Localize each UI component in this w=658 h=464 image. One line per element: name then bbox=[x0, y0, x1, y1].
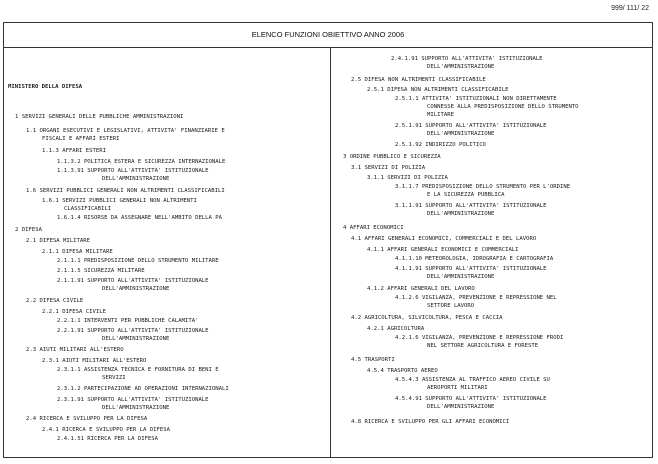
section-line: DELL'AMMINISTRAZIONE bbox=[102, 286, 170, 292]
section-line: 2.5.1.91 SUPPORTO ALL'ATTIVITA' ISTITUZIONALE bbox=[395, 123, 547, 129]
section-line: AEROPORTI MILITARI bbox=[427, 385, 488, 391]
section-line: 2.5.1.1 ATTIVITA' ISTITUZIONALI NON DIRETTAMENTE bbox=[395, 96, 557, 102]
section-line: 2.3 AIUTI MILITARI ALL'ESTERO bbox=[26, 347, 124, 353]
section-line: E LA SICUREZZA PUBBLICA bbox=[427, 192, 505, 198]
section-line: 3.1.1.91 SUPPORTO ALL'ATTIVITA' ISTITUZIONALE bbox=[395, 203, 547, 209]
section-line: 4.5.4.3 ASSISTENZA AL TRAFFICO AEREO CIVILE SU bbox=[395, 377, 550, 383]
section-line: SERVIZI bbox=[102, 375, 126, 381]
section-line: 2.2.1.91 SUPPORTO ALL'ATTIVITA' ISTITUZIONALE bbox=[57, 328, 209, 334]
page-number: 999/ 111/ 22 bbox=[611, 5, 649, 12]
section-line: 2.4.1.91 SUPPORTO ALL'ATTIVITA' ISTITUZIONALE bbox=[391, 56, 543, 62]
section-line: DELL'AMMINISTRAZIONE bbox=[427, 131, 495, 137]
section-line: NEL SETTORE AGRICOLTURA E FORESTE bbox=[427, 343, 539, 349]
section-line: 4 AFFARI ECONOMICI bbox=[343, 225, 404, 231]
section-line: 2.1.1 DIFESA MILITARE bbox=[42, 249, 113, 255]
section-line: 1.1.3.91 SUPPORTO ALL'ATTIVITA' ISTITUZIONALE bbox=[57, 168, 209, 174]
section-line: 1.6.1 SERVIZI PUBBLICI GENERALI NON ALTRIMENTI bbox=[42, 198, 197, 204]
section-line: 2.4.1.51 RICERCA PER LA DIFESA bbox=[57, 436, 159, 442]
section-line: 2.1.1.5 SICUREZZA MILITARE bbox=[57, 268, 145, 274]
section-line: 1.6.1.4 RISORSE DA ASSEGNARE NELL'AMBITO DELLA PA bbox=[57, 215, 223, 221]
section-line: 1.1.3.2 POLITICA ESTERA E SICUREZZA INTERNAZIONALE bbox=[57, 159, 226, 165]
section-line: 2 DIFESA bbox=[15, 227, 42, 233]
section-line: DELL'AMMINISTRAZIONE bbox=[427, 274, 495, 280]
section-line: 4.1.1 AFFARI GENERALI ECONOMICI E COMMERCIALI bbox=[367, 247, 519, 253]
document-title: ELENCO FUNZIONI OBIETTIVO ANNO 2006 bbox=[251, 30, 405, 39]
section-line: 4.1.1.10 METEOROLOGIA, IDROGRAFIA E CARTOGRAFIA bbox=[395, 256, 554, 262]
section-line: 3.1 SERVIZI DI POLIZIA bbox=[351, 165, 426, 171]
section-line: 4.1.2.6 VIGILANZA, PREVENZIONE E REPRESSIONE NEL bbox=[395, 295, 557, 301]
section-line: 3.1.1.7 PREDISPOSIZIONE DELLO STRUMENTO PER L'ORDINE bbox=[395, 184, 571, 190]
section-line: 4.1 AFFARI GENERALI ECONOMICI, COMMERCIALI E DEL LAVORO bbox=[351, 236, 537, 242]
section-line: FISCALI E AFFARI ESTERI bbox=[42, 136, 120, 142]
section-line: 4.2.1.6 VIGILANZA, PREVENZIONE E REPRESSIONE FRODI bbox=[395, 335, 564, 341]
section-line: 2.3.1.2 PARTECIPAZIONE AD OPERAZIONI INTERNAZIONALI bbox=[57, 386, 229, 392]
section-line: DELL'AMMINISTRAZIONE bbox=[427, 211, 495, 217]
section-line: 4.2.1 AGRICOLTURA bbox=[367, 326, 425, 332]
section-line: 4.5.4.91 SUPPORTO ALL'ATTIVITA' ISTITUZIONALE bbox=[395, 396, 547, 402]
section-line: 2.1 DIFESA MILITARE bbox=[26, 238, 90, 244]
section-line: 4.5.4 TRASPORTO AEREO bbox=[367, 368, 438, 374]
document-frame bbox=[3, 22, 653, 458]
section-line: DELL'AMMINISTRAZIONE bbox=[102, 176, 170, 182]
section-line: 2.5 DIFESA NON ALTRIMENTI CLASSIFICABILE bbox=[351, 77, 486, 83]
section-line: 2.5.1 DIFESA NON ALTRIMENTI CLASSIFICABILE bbox=[367, 87, 509, 93]
section-line: 1.1.3 AFFARI ESTERI bbox=[42, 148, 106, 154]
section-line: 4.1.2 AFFARI GENERALI DEL LAVORO bbox=[367, 286, 475, 292]
section-line: SETTORE LAVORO bbox=[427, 303, 475, 309]
section-line: DELL'AMMINISTRAZIONE bbox=[427, 64, 495, 70]
section-line: 2.2.1.1 INTERVENTI PER PUBBLICHE CALAMITA' bbox=[57, 318, 199, 324]
section-line: 4.8 RICERCA E SVILUPPO PER GLI AFFARI ECONOMICI bbox=[351, 419, 510, 425]
section-line: 2.2.1 DIFESA CIVILE bbox=[42, 309, 106, 315]
section-line: 1.6 SERVIZI PUBBLICI GENERALI NON ALTRIMENTI CLASSIFICABILI bbox=[26, 188, 225, 194]
section-line: 3.1.1 SERVIZI DI POLIZIA bbox=[367, 175, 448, 181]
section-line: 4.2 AGRICOLTURA, SILVICOLTURA, PESCA E CACCIA bbox=[351, 315, 503, 321]
section-line: 2.5.1.92 INDIRIZZO POLITICO bbox=[395, 142, 486, 148]
section-line: 2.2 DIFESA CIVILE bbox=[26, 298, 84, 304]
section-line: DELL'AMMINISTRAZIONE bbox=[102, 336, 170, 342]
section-line: MILITARE bbox=[427, 112, 454, 118]
section-line: 2.1.1.91 SUPPORTO ALL'ATTIVITA' ISTITUZIONALE bbox=[57, 278, 209, 284]
section-line: DELL'AMMINISTRAZIONE bbox=[427, 404, 495, 410]
section-line: DELL'AMMINISTRAZIONE bbox=[102, 405, 170, 411]
section-line: 4.1.1.91 SUPPORTO ALL'ATTIVITA' ISTITUZIONALE bbox=[395, 266, 547, 272]
section-line: 3 ORDINE PUBBLICO E SICUREZZA bbox=[343, 154, 441, 160]
section-line: 2.3.1.1 ASSISTENZA TECNICA E FORNITURA DI BENI E bbox=[57, 367, 219, 373]
section-line: CLASSIFICABILI bbox=[64, 206, 112, 212]
section-line: 2.4 RICERCA E SVILUPPO PER LA DIFESA bbox=[26, 416, 148, 422]
column-divider bbox=[330, 48, 331, 458]
section-line: 2.4.1 RICERCA E SVILUPPO PER LA DIFESA bbox=[42, 427, 170, 433]
section-line: 4.5 TRASPORTI bbox=[351, 357, 395, 363]
title-bar bbox=[4, 23, 652, 48]
section-line: 1.1 ORGANI ESECUTIVI E LEGISLATIVI, ATTIVITA' FINANZIARIE E bbox=[26, 128, 225, 134]
section-line: CONNESSE ALLA PREDISPOSIZIONE DELLO STRUMENTO bbox=[427, 104, 579, 110]
section-line: 2.1.1.1 PREDISPOSIZIONE DELLO STRUMENTO MILITARE bbox=[57, 258, 219, 264]
ministry-heading: MINISTERO DELLA DIFESA bbox=[8, 84, 83, 90]
section-line: 2.3.1.91 SUPPORTO ALL'ATTIVITA' ISTITUZIONALE bbox=[57, 397, 209, 403]
section-line: 1 SERVIZI GENERALI DELLE PUBBLICHE AMMINISTRAZIONI bbox=[15, 114, 184, 120]
section-line: 2.3.1 AIUTI MILITARI ALL'ESTERO bbox=[42, 358, 147, 364]
